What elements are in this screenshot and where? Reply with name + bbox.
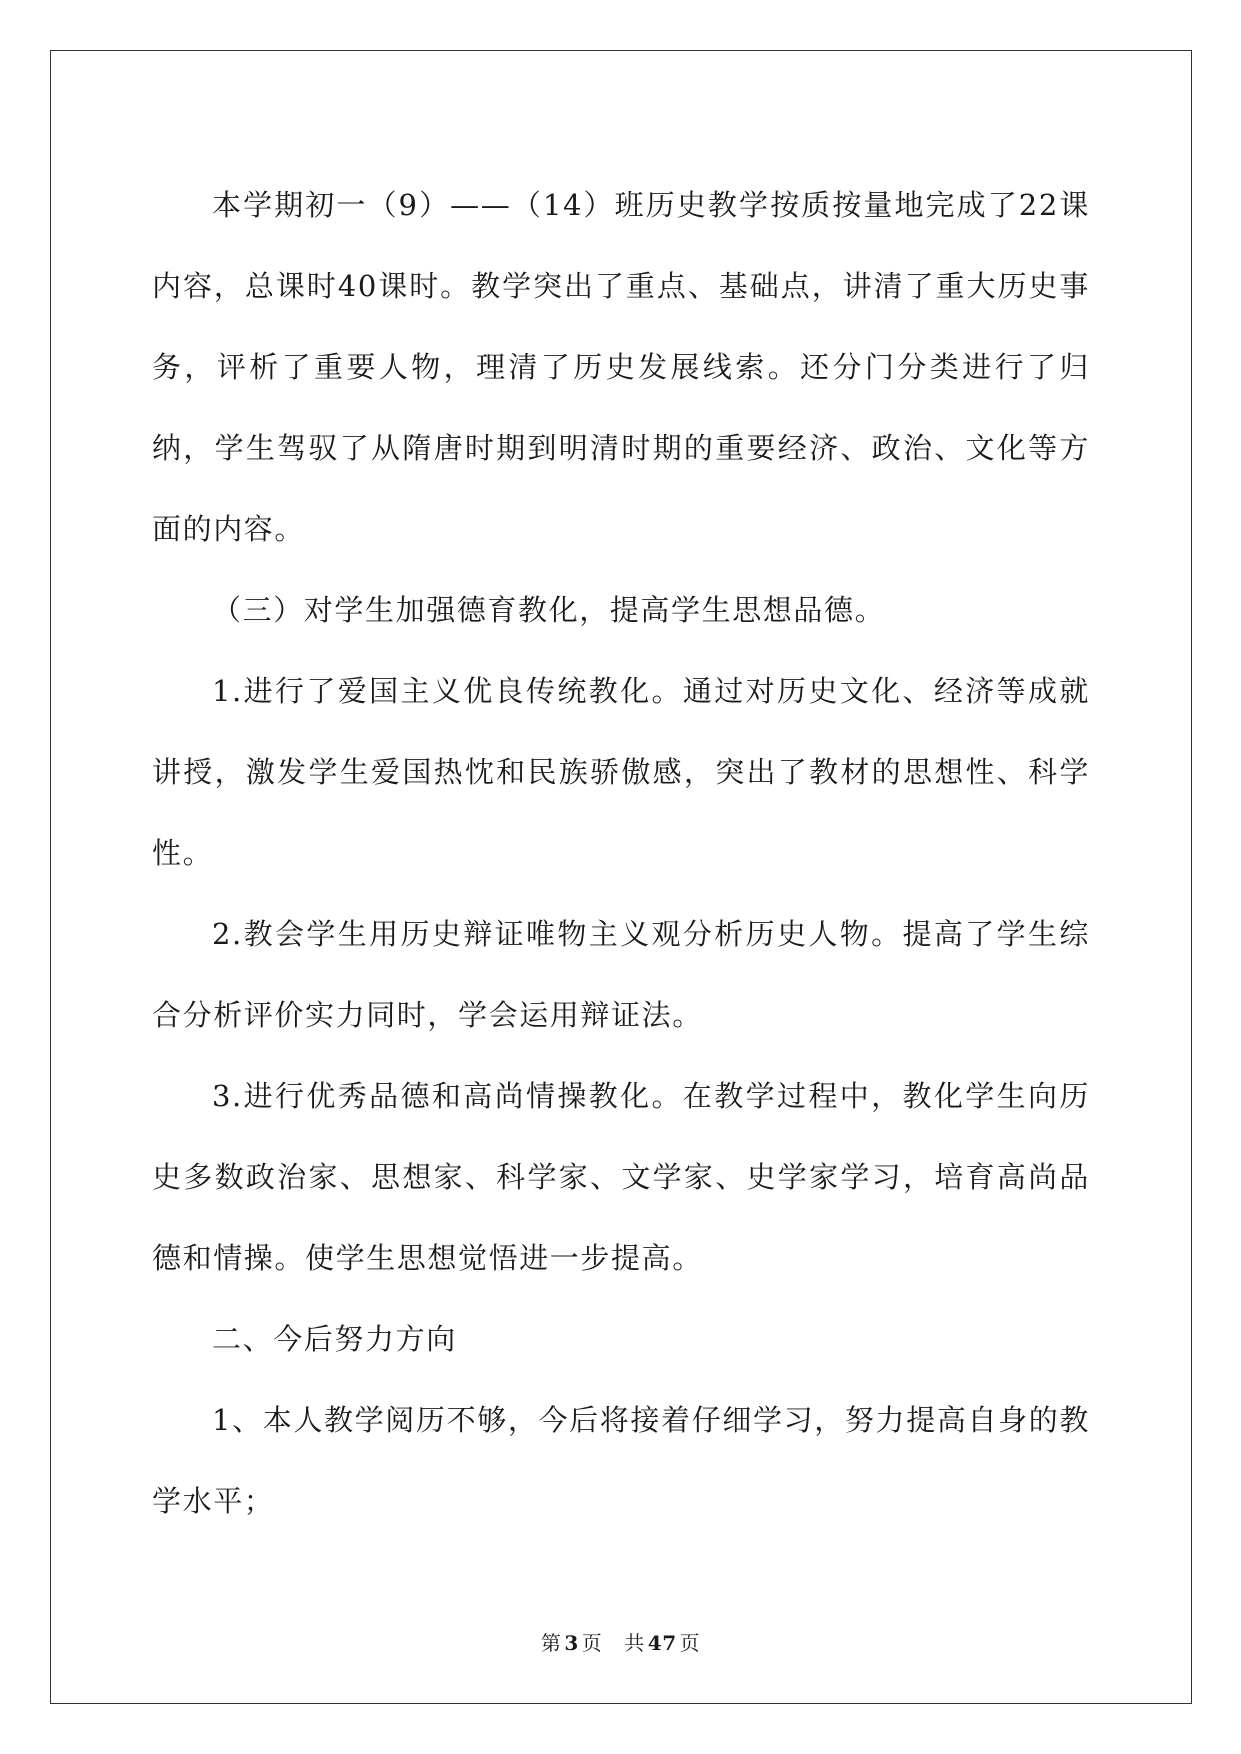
footer-total-pages: 47	[647, 1631, 677, 1655]
footer-total-prefix: 共	[624, 1631, 645, 1655]
footer-total-suffix: 页	[679, 1631, 701, 1655]
footer-page-suffix: 页	[581, 1631, 603, 1655]
paragraph-future-item-1: 1、本人教学阅历不够，今后将接着仔细学习，努力提高自身的教学水平；	[152, 1403, 1090, 1518]
footer-page-number: 3	[564, 1631, 579, 1655]
paragraph-section-moral-education: （三）对学生加强德育教化，提高学生思想品德。	[212, 593, 886, 627]
paragraph-character: 3.进行优秀品德和高尚情操教化。在教学过程中，教化学生向历史多数政治家、思想家、科学家、文学家、史学家学习，培育高尚品德和情操。使学生思想觉悟进一步提高。	[152, 1079, 1090, 1275]
paragraph-section-future-direction: 二、今后努力方向	[212, 1322, 457, 1356]
page-footer	[0, 1627, 1241, 1656]
paragraph-teaching-completion: 本学期初一（9）——（14）班历史教学按质按量地完成了22课内容，总课时40课时。教学突出了重点、基础点，讲清了重大历史事务，评析了重要人物，理清了历史发展线索。还分门分类进行了归纳，学生驾驭了从隋唐时期到明清时期的重要经济、政治、文化等方面的内容。	[152, 188, 1090, 546]
paragraph-patriotism: 1.进行了爱国主义优良传统教化。通过对历史文化、经济等成就讲授，激发学生爱国热忱和民族骄傲感，突出了教材的思想性、科学性。	[152, 674, 1090, 870]
document-body	[152, 165, 1090, 1542]
footer-page-prefix: 第	[540, 1631, 562, 1655]
paragraph-dialectics: 2.教会学生用历史辩证唯物主义观分析历史人物。提高了学生综合分析评价实力同时，学会运用辩证法。	[152, 917, 1090, 1032]
